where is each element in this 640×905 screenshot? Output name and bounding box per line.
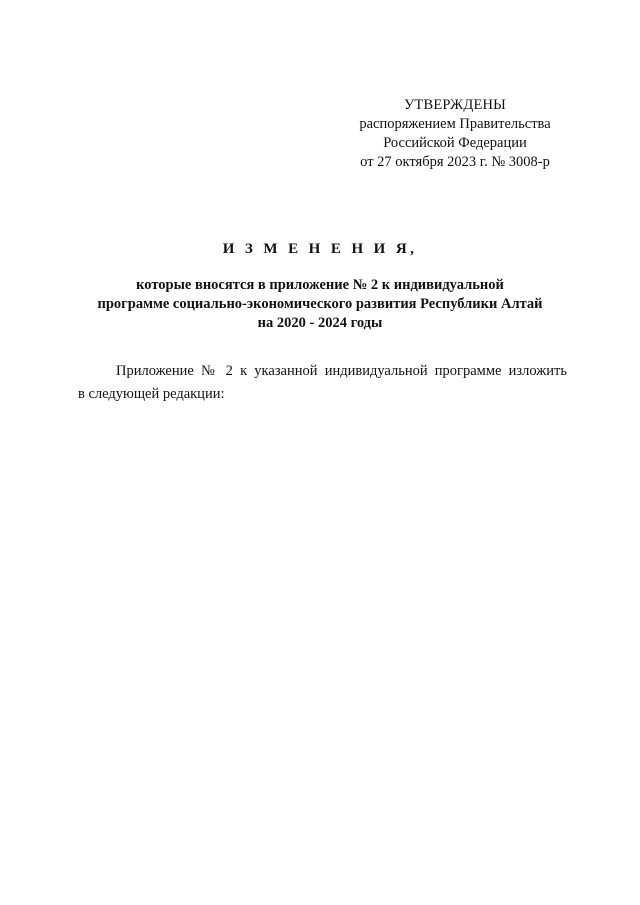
- approval-stamp: [352, 96, 558, 172]
- subtitle-line-1: которые вносятся в приложение № 2 к индивидуальной: [136, 277, 504, 293]
- document-title-block: [70, 240, 570, 333]
- approval-heading: УТВЕРЖДЕНЫ: [403, 97, 507, 113]
- body-paragraph: [78, 360, 567, 406]
- document-subtitle: [70, 276, 570, 333]
- approval-date-number: от 27 октября 2023 г. № 3008-р: [360, 154, 550, 170]
- document-title: И З М Е Н Е Н И Я,: [222, 241, 418, 257]
- subtitle-line-3: на 2020 - 2024 годы: [257, 315, 383, 331]
- paragraph-line-1: Приложение № 2 к указанной индивидуальной программе изложить: [116, 363, 567, 379]
- approval-government: Российской Федерации: [383, 135, 527, 151]
- approval-authority: распоряжением Правительства: [359, 116, 551, 132]
- paragraph-line-2: в следующей редакции:: [78, 386, 225, 402]
- subtitle-line-2: программе социально-экономического развития Республики Алтай: [97, 296, 543, 312]
